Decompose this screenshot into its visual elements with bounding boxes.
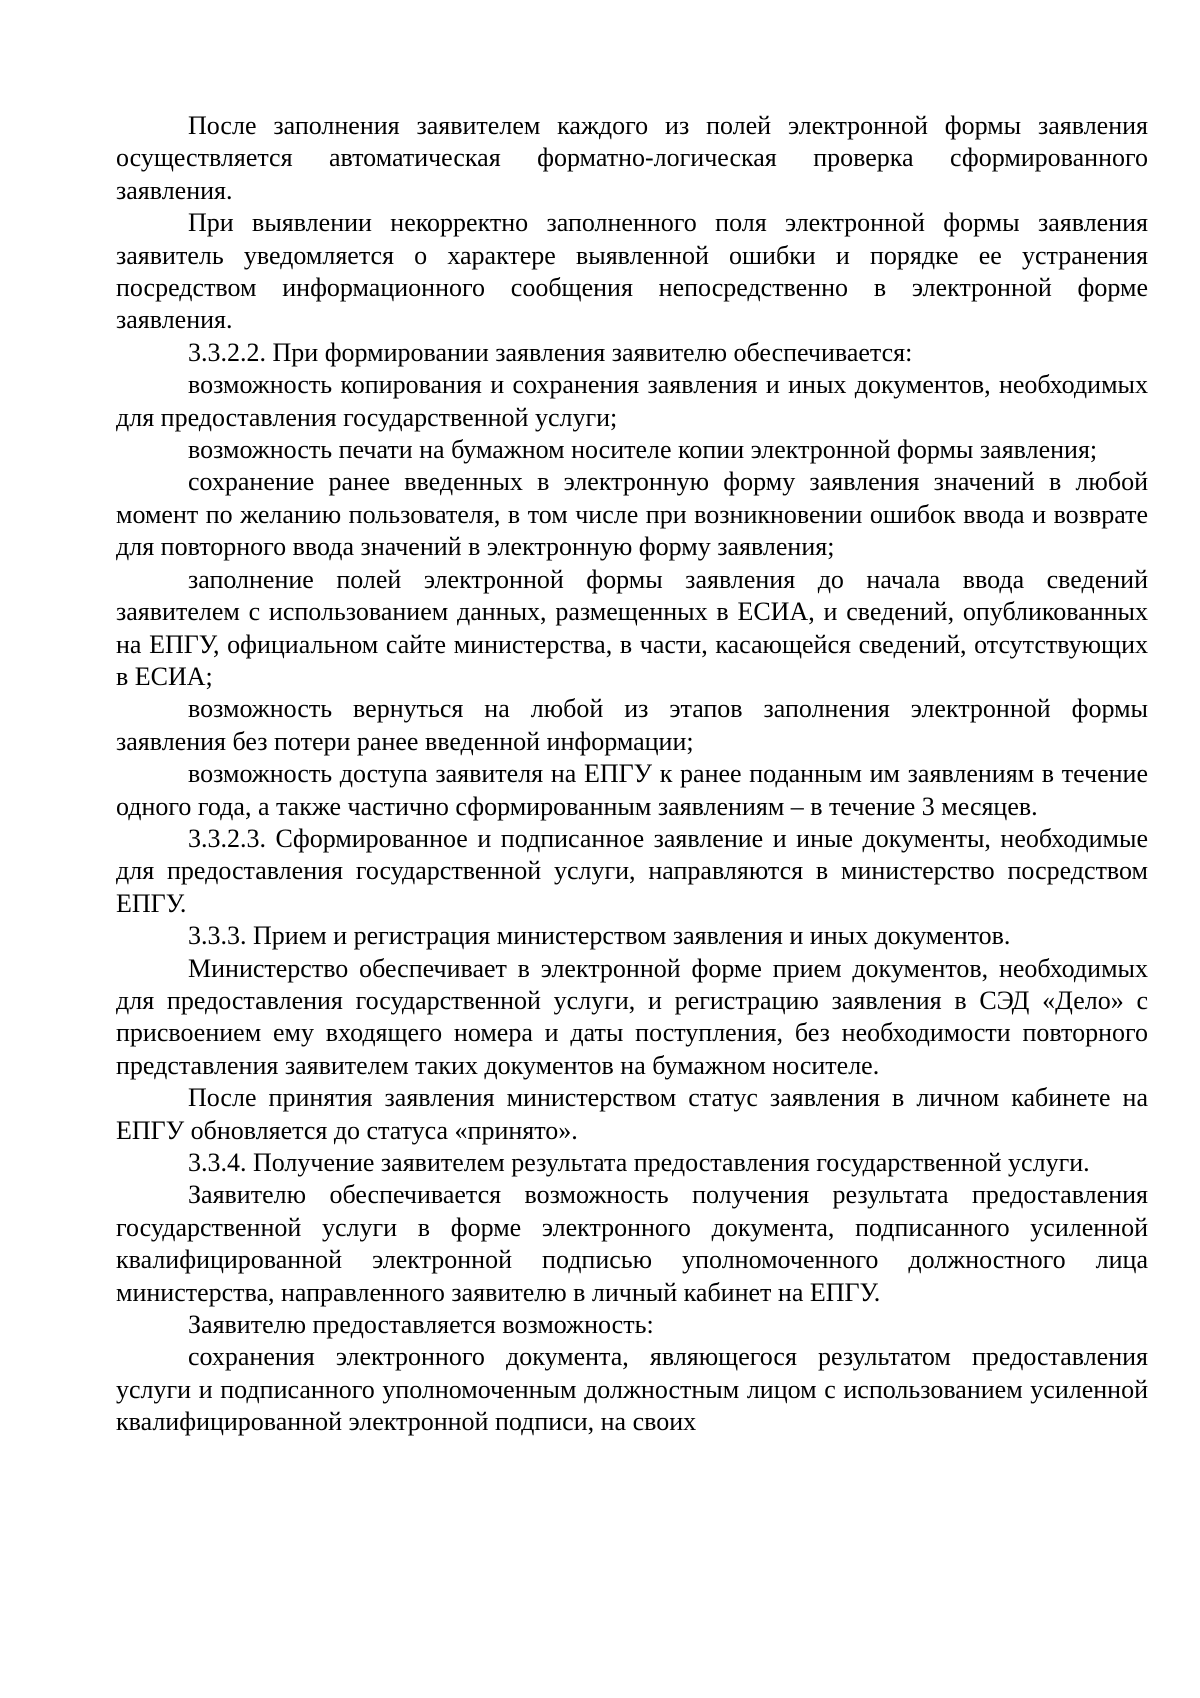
- document-body: [116, 110, 1148, 1439]
- paragraph: Министерство обеспечивает в электронной форме прием документов, необходимых для предоставления государственной услуги, и регистрацию заявления в СЭД «Дело» с присвоением ему входящего номера и даты поступления, без необходимости повторного представления заявителем таких документов на бумажном носителе.: [116, 953, 1148, 1080]
- paragraph: После принятия заявления министерством статус заявления в личном кабинете на ЕПГУ обновляется до статуса «принято».: [116, 1083, 1148, 1145]
- paragraph: возможность печати на бумажном носителе копии электронной формы заявления;: [188, 435, 1098, 465]
- paragraph: 3.3.4. Получение заявителем результата предоставления государственной услуги.: [188, 1148, 1090, 1177]
- paragraph: возможность копирования и сохранения заявления и иных документов, необходимых для предоставления государственной услуги;: [116, 370, 1148, 432]
- paragraph: 3.3.3. Прием и регистрация министерством заявления и иных документов.: [188, 921, 1011, 951]
- paragraph: Заявителю предоставляется возможность:: [188, 1310, 654, 1340]
- paragraph: При выявлении некорректно заполненного поля электронной формы заявления заявитель уведомляется о характере выявленной ошибки и порядке ее устранения посредством информационного сообщения непосредственно в электронной форме заявления.: [116, 208, 1148, 335]
- paragraph: 3.3.2.2. При формировании заявления заявителю обеспечивается:: [188, 337, 913, 367]
- paragraph: сохранения электронного документа, являющегося результатом предоставления услуги и подписанного уполномоченным должностным лицом с использованием усиленной квалифицированной электронной подписи, на своих: [116, 1342, 1148, 1437]
- paragraph: возможность вернуться на любой из этапов заполнения электронной формы заявления без потери ранее введенной информации;: [116, 694, 1148, 756]
- paragraph: 3.3.2.3. Сформированное и подписанное заявление и иные документы, необходимые для предоставления государственной услуги, направляются в министерство посредством ЕПГУ.: [116, 823, 1148, 918]
- paragraph: После заполнения заявителем каждого из полей электронной формы заявления осуществляется автоматическая форматно-логическая проверка сформированного заявления.: [116, 111, 1148, 205]
- paragraph: Заявителю обеспечивается возможность получения результата предоставления государственной услуги в форме электронного документа, подписанного усиленной квалифицированной электронной подписью уполномоченного должностного лица министерства, направленного заявителю в личный кабинет на ЕПГУ.: [116, 1180, 1148, 1307]
- paragraph: заполнение полей электронной формы заявления до начала ввода сведений заявителем с использованием данных, размещенных в ЕСИА, и сведений, опубликованных на ЕПГУ, официальном сайте министерства, в части, касающейся сведений, отсутствующих в ЕСИА;: [116, 564, 1148, 691]
- paragraph: сохранение ранее введенных в электронную форму заявления значений в любой момент по желанию пользователя, в том числе при возникновении ошибок ввода и возврате для повторного ввода значений в электронную форму заявления;: [116, 467, 1148, 562]
- paragraph: возможность доступа заявителя на ЕПГУ к ранее поданным им заявлениям в течение одного года, а также частично сформированным заявлениям – в течение 3 месяцев.: [116, 759, 1148, 821]
